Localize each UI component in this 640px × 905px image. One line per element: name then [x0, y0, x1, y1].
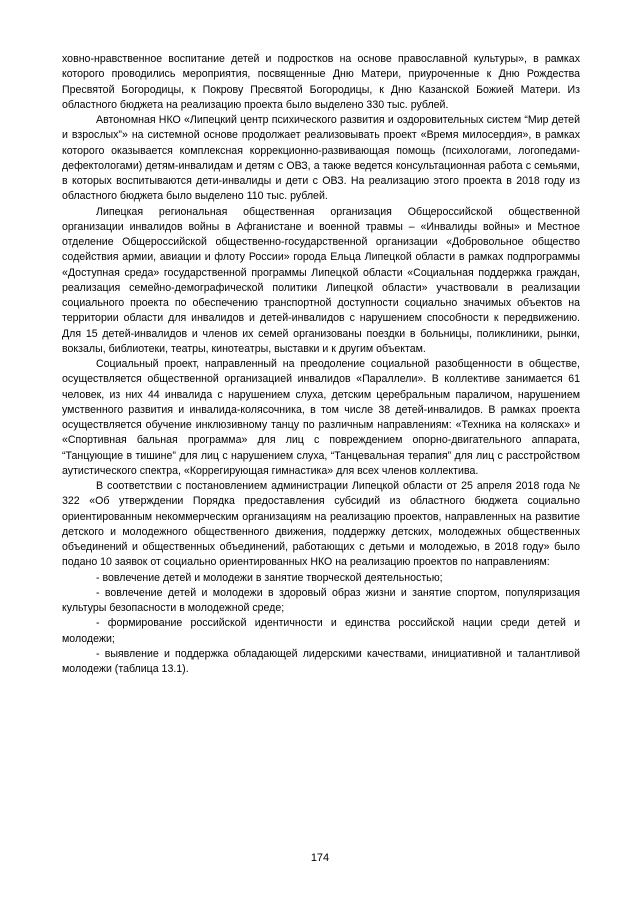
- list-item-2: - вовлечение детей и молодежи в здоровый образ жизни и занятие спортом, популяризация культуры безопасности в молодежной среде;: [62, 586, 580, 614]
- paragraph-4: Социальный проект, направленный на преодоление социальной разобщенности в обществе, осуществляется общественной организацией инвалидов «Параллели». В коллективе занимается 61 человек, из них 44 инвалида с нарушением слуха, детским церебральным параличом, нарушением умственного развития и инвалида-колясочника, в том числе 38 детей-инвалидов. В рамках проекта осуществляется обучение инклюзивному танцу по различным направлениям: «Техника на колясках» и «Спортивная бальная программа» для лиц с повреждением опорно-двигательного аппарата, “Танцующие в тишине” для лиц с нарушением слуха, “Танцевальная терапия” для лиц с расстройством аутистического спектра, «Коррегирующая гимнастика» для всех членов коллектива.: [62, 358, 580, 477]
- page-number: 174: [310, 852, 330, 864]
- paragraph-5: В соответствии с постановлением администрации Липецкой области от 25 апреля 2018 года № 322 «Об утверждении Порядка предоставления субсидий из областного бюджета социально ориентированным некоммерческим организациям на реализацию проектов, направленных на развитие детского и молодежного общественного движения, поддержку детских, молодежных общественных объединений и общественных объединений, работающих с детьми и молодежью, в 2018 году» было подано 10 заявок от социально ориентированных НКО на реализацию проектов по направлениям:: [62, 480, 580, 569]
- list-item-3: - формирование российской идентичности и единства российской нации среди детей и молодежи;: [62, 617, 580, 645]
- paragraph-3: Липецкая региональная общественная организация Общероссийской общественной организации инвалидов войны в Афганистане и военной травмы – «Инвалиды войны» и Местное отделение Общероссийской общественно-государственной организации «Добровольное общество содействия армии, авиации и флоту России» города Ельца Липецкой области в рамках подпрограммы «Доступная среда» государственной программы Липецкой области «Социальная поддержка граждан, реализация семейно-демографической политики Липецкой области» участвовали в реализации социального проекта по обеспечению транспортной доступности социально значимых объектов на территории области для инвалидов и детей-инвалидов с нарушением способности к передвижению. Для 15 детей-инвалидов и членов их семей организованы поездки в больницы, поликлиники, рынки, вокзалы, библиотеки, театры, кинотеатры, выставки и к другим объектам.: [62, 205, 580, 355]
- document-body: [62, 52, 580, 677]
- list-item-1: - вовлечение детей и молодежи в занятие творческой деятельностью;: [96, 571, 443, 584]
- paragraph-2: Автономная НКО «Липецкий центр психического развития и оздоровительных систем “Мир детей и взрослых”» на системной основе продолжает реализовывать проект «Время милосердия», в рамках которого оказывается комплексная коррекционно-развивающая помощь (психологами, логопедами-дефектологами) детям-инвалидам и детям с ОВЗ, а также ведется консультационная работа с семьями, в которых воспитываются дети-инвалиды и дети с ОВЗ. На реализацию этого проекта в 2018 году из областного бюджета было выделено 110 тыс. рублей.: [62, 114, 580, 203]
- paragraph-1: ховно-нравственное воспитание детей и подростков на основе православной культуры», в рамках которого проводились мероприятия, посвященные Дню Матери, приуроченные к Дню Рождества Пресвятой Богородицы, к Покрову Пресвятой Богородицы, к Дню Казанской Божией Матери. Из областного бюджета на реализацию проекта было выделено 330 тыс. рублей.: [62, 53, 580, 111]
- list-item-4: - выявление и поддержка обладающей лидерскими качествами, инициативной и талантливой молодежи (таблица 13.1).: [62, 647, 580, 675]
